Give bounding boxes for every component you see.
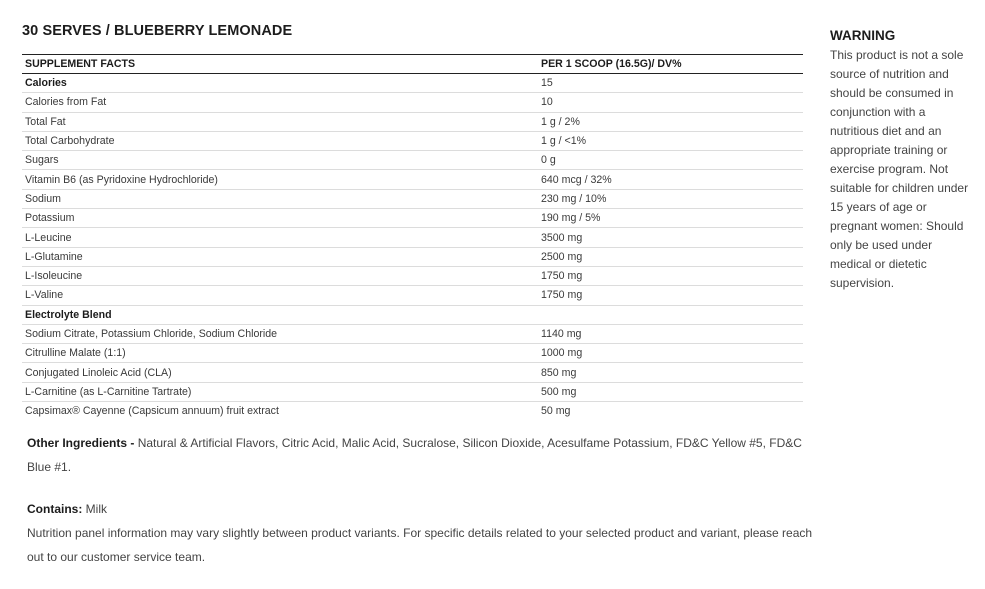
nutrient-value: 0 g bbox=[538, 151, 803, 170]
table-row bbox=[22, 170, 803, 189]
nutrient-name: Conjugated Linoleic Acid (CLA) bbox=[22, 363, 538, 382]
nutrient-value: 500 mg bbox=[538, 382, 803, 401]
table-row bbox=[22, 209, 803, 228]
table-row bbox=[22, 305, 803, 324]
other-ingredients-text: Natural & Artificial Flavors, Citric Acid, Malic Acid, Sucralose, Silicon Dioxide, Acesulfame Potassium, FD&C Yellow #5, FD&C Blue #1. bbox=[27, 436, 802, 474]
nutrient-name: Sodium bbox=[22, 189, 538, 208]
nutrient-name: L-Glutamine bbox=[22, 247, 538, 266]
table-row bbox=[22, 363, 803, 382]
nutrient-value: 10 bbox=[538, 93, 803, 112]
table-row bbox=[22, 93, 803, 112]
disclaimer-text: Nutrition panel information may vary slightly between product variants. For specific details related to your selected product and variant, please reach out to our customer service team. bbox=[27, 526, 813, 564]
nutrient-value: 1750 mg bbox=[538, 266, 803, 285]
nutrient-name: Potassium bbox=[22, 209, 538, 228]
header-per-scoop: PER 1 SCOOP (16.5G)/ DV% bbox=[538, 55, 803, 74]
table-row bbox=[22, 228, 803, 247]
table-row bbox=[22, 286, 803, 305]
table-row bbox=[22, 247, 803, 266]
nutrient-name: Citrulline Malate (1:1) bbox=[22, 344, 538, 363]
contains-label: Contains: bbox=[27, 502, 83, 516]
other-ingredients bbox=[27, 431, 817, 479]
table-row bbox=[22, 131, 803, 150]
nutrient-name: Vitamin B6 (as Pyridoxine Hydrochloride) bbox=[22, 170, 538, 189]
nutrient-value: 230 mg / 10% bbox=[538, 189, 803, 208]
table-row bbox=[22, 344, 803, 363]
table-row bbox=[22, 266, 803, 285]
nutrient-name: Sugars bbox=[22, 151, 538, 170]
nutrient-name: Sodium Citrate, Potassium Chloride, Sodium Chloride bbox=[22, 324, 538, 343]
table-row bbox=[22, 402, 803, 421]
nutrient-value: 850 mg bbox=[538, 363, 803, 382]
nutrient-name: Calories from Fat bbox=[22, 93, 538, 112]
warning-text: This product is not a sole source of nutrition and should be consumed in conjunction with a nutritious diet and an appropriate training or exercise program. Not suitable for children under 15 years of age or pregnant women: Should only be used under medical or dietetic supervision. bbox=[830, 48, 969, 290]
table-row bbox=[22, 382, 803, 401]
header-supplement-facts: SUPPLEMENT FACTS bbox=[22, 55, 538, 74]
nutrient-value: 1 g / <1% bbox=[538, 131, 803, 150]
table-row bbox=[22, 151, 803, 170]
warning-title: WARNING bbox=[830, 28, 896, 43]
table-row bbox=[22, 112, 803, 131]
nutrient-value: 50 mg bbox=[541, 405, 571, 418]
nutrient-name: Total Fat bbox=[22, 112, 538, 131]
nutrient-value: 1 g / 2% bbox=[538, 112, 803, 131]
nutrient-name: Electrolyte Blend bbox=[22, 305, 538, 324]
table-row bbox=[22, 74, 803, 93]
contains-text: Milk bbox=[82, 502, 108, 516]
contains-section bbox=[27, 497, 817, 569]
table-row bbox=[22, 324, 803, 343]
product-title: 30 SERVES / BLUEBERRY LEMONADE bbox=[22, 23, 293, 39]
nutrient-value: 3500 mg bbox=[538, 228, 803, 247]
nutrient-name: L-Valine bbox=[22, 286, 538, 305]
nutrient-name: Calories bbox=[22, 74, 538, 93]
nutrient-value: 640 mcg / 32% bbox=[538, 170, 803, 189]
supplement-facts-table bbox=[22, 54, 803, 420]
nutrient-value bbox=[538, 305, 803, 324]
nutrient-name: Total Carbohydrate bbox=[22, 131, 538, 150]
nutrient-name: L-Isoleucine bbox=[22, 266, 538, 285]
nutrient-value: 2500 mg bbox=[538, 247, 803, 266]
table-row bbox=[22, 189, 803, 208]
table-body bbox=[22, 74, 803, 421]
nutrient-value: 190 mg / 5% bbox=[538, 209, 803, 228]
nutrient-value: 1000 mg bbox=[538, 344, 803, 363]
warning-panel bbox=[830, 28, 970, 293]
nutrient-value: 1750 mg bbox=[538, 286, 803, 305]
nutrient-name: Capsimax® Cayenne (Capsicum annuum) fruit extract bbox=[25, 405, 279, 418]
nutrient-name: L-Carnitine (as L-Carnitine Tartrate) bbox=[22, 382, 538, 401]
nutrient-name: L-Leucine bbox=[22, 228, 538, 247]
nutrient-value: 1140 mg bbox=[538, 324, 803, 343]
nutrient-value: 15 bbox=[538, 74, 803, 93]
other-ingredients-label: Other Ingredients - bbox=[27, 436, 138, 450]
table-header-row bbox=[22, 55, 803, 74]
